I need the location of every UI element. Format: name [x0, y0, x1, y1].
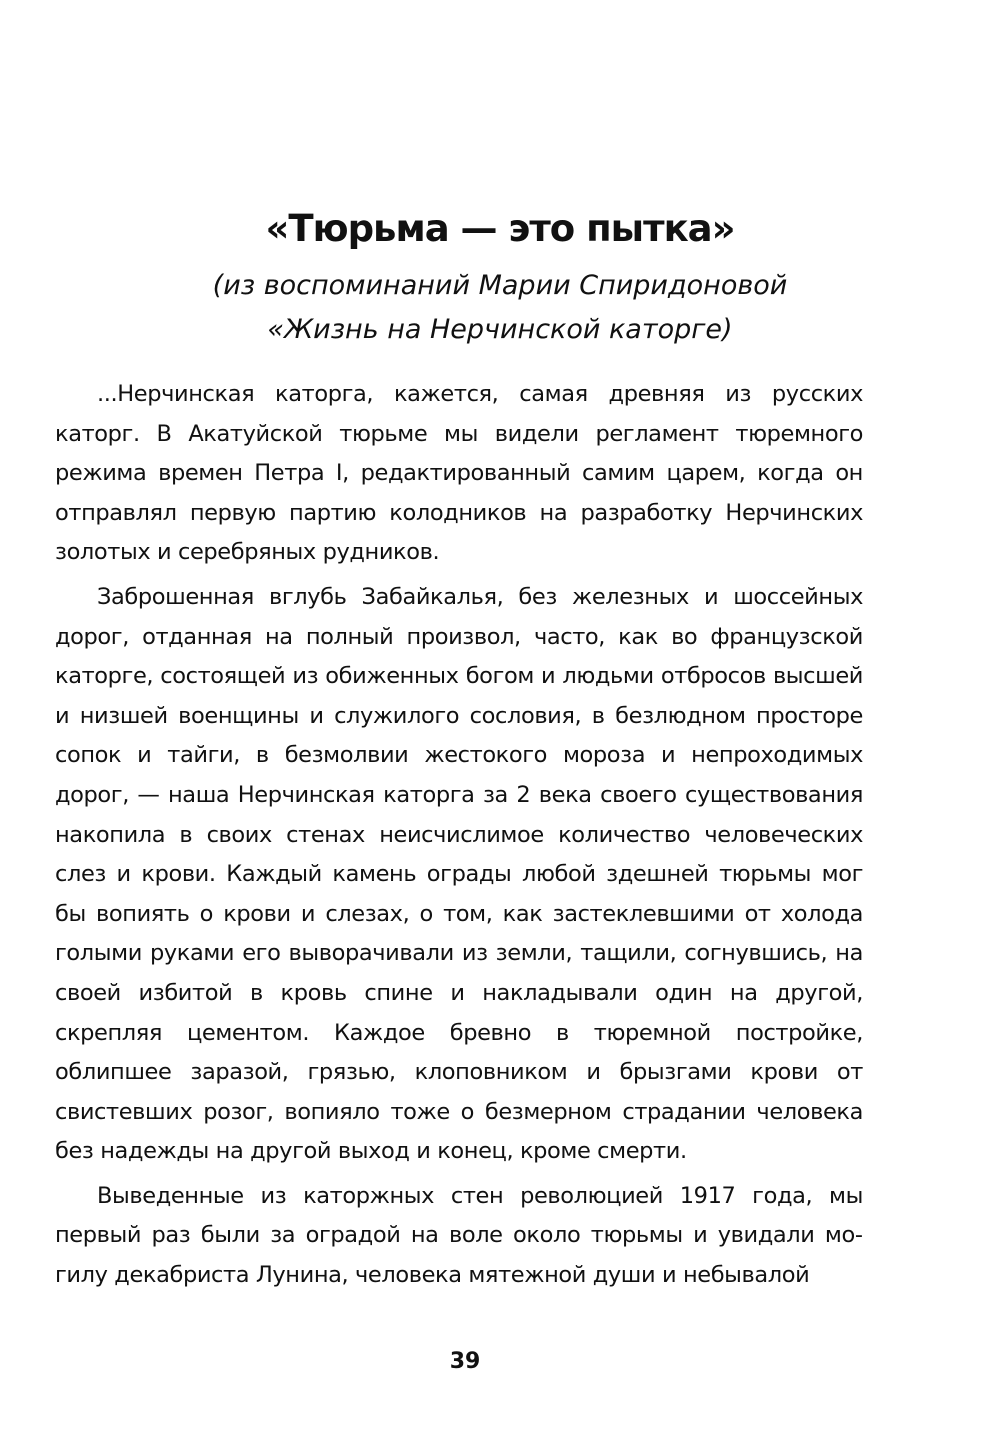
chapter-title: «Тюрьма — это пытка»: [265, 207, 735, 250]
paragraph-1: ...Нерчинская каторга, кажется, самая древняя из русских каторг. В Акатуйской тюрьме мы видели регламент тюремного режима времен Петра I, редактированный самим царем, когда он отправлял первую партию колодников на разработку Нерчинских золотых и серебряных рудников.: [55, 381, 863, 566]
body-text: [55, 375, 863, 1296]
chapter-subtitle-line-1: (из воспоминаний Марии Спиридоновой: [212, 270, 788, 301]
paragraph-3: Выведенные из каторжных стен революцией 1917 года, мы первый раз были за оградой на воле около тюрьмы и увидали могилу декабриста Лунина, человека мятежной души и небывалой: [55, 1182, 863, 1289]
page-number: 39: [449, 1349, 481, 1374]
chapter-subtitle-line-2: «Жизнь на Нерчинской каторге): [267, 314, 733, 345]
paragraph-2: Заброшенная вглубь Забайкалья, без железных и шоссейных дорог, отданная на полный произвол, часто, как во французской каторге, состоящей из обиженных богом и людьми отбросов высшей и низшей военщины и служилого сословия, в безлюдном просторе сопок и тайги, в безмолвии жестокого мороза и непроходимых дорог, — наша Нерчинская каторга за 2 века своего существования накопила в своих стенах неисчислимое количество человеческих слез и крови. Каждый камень ограды любой здешней тюрьмы мог бы вопиять о крови и слезах, о том, как застеклевшими от холода голыми руками его выворачивали из земли, тащили, согнувшись, на своей избитой в кровь спине и накладывали один на другой, скрепляя цементом. Каждое бревно в тюремной постройке, облипшее заразой, грязью, клоповником и брызгами крови от свистевших розог, вопияло тоже о безмерном страдании человека без надежды на другой выход и конец, кроме смерти.: [55, 583, 863, 1165]
